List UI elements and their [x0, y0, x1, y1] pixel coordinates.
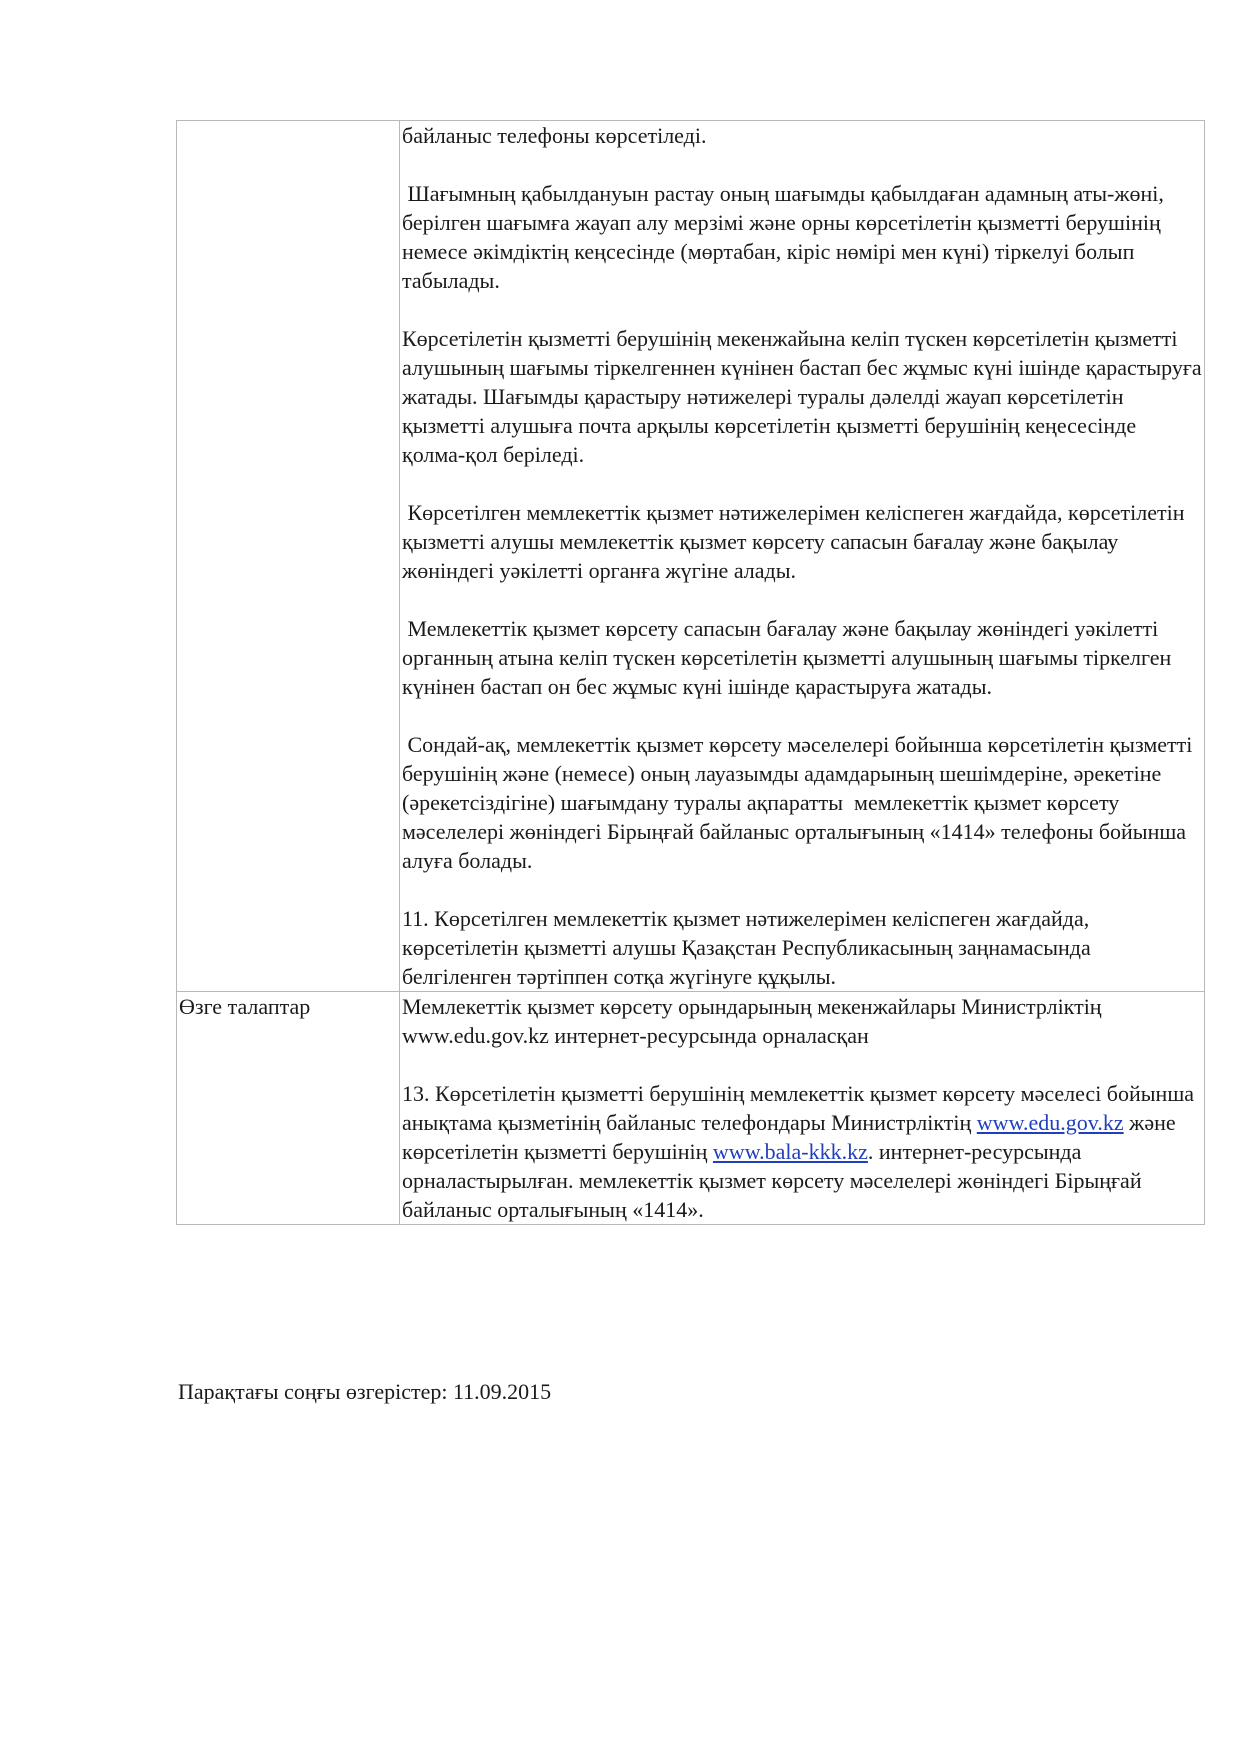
paragraph-reference-phones	[402, 1079, 1203, 1224]
paragraph-gap	[402, 875, 1203, 904]
table-row	[177, 121, 1205, 992]
paragraph-addresses: Мемлекеттік қызмет көрсету орындарының мекенжайлары Министрліктің www.edu.gov.kz интернет-ресурсында орналасқан	[402, 994, 1108, 1048]
row-label-other-requirements: Өзге талаптар	[177, 992, 400, 1225]
paragraph-court: 11. Көрсетілген мемлекеттік қызмет нәтижелерімен келіспеген жағдайда, көрсетілетін қызметті алушы Қазақстан Республикасының заңнамасында белгіленген тәртіппен сотқа жүгінуге құқылы.	[402, 906, 1097, 989]
paragraph-gap	[402, 150, 1203, 179]
paragraph-text-end: . интернет-ресурсында орналастырылған. мемлекеттік қызмет көрсету мәселелері жөніндегі Бірыңғай байланыс орталығының «1414».	[402, 1139, 1148, 1222]
last-changes-note: Парақтағы соңғы өзгерістер: 11.09.2015	[178, 1379, 552, 1404]
paragraph-fifteen-days: Мемлекеттік қызмет көрсету сапасын бағалау және бақылау жөніндегі уәкілетті органның атына келіп түскен көрсетілетін қызметті алушының шағымы тіркелген күнінен бастап он бес жұмыс күні ішінде қарастыруға жатады.	[402, 616, 1177, 699]
row-label-cell-empty	[177, 121, 400, 992]
row-content-cell	[400, 992, 1205, 1225]
bala-kkk-link[interactable]: www.bala-kkk.kz	[712, 1139, 868, 1164]
table-row	[177, 992, 1205, 1225]
paragraph-phone: байланыс телефоны көрсетіледі.	[402, 123, 707, 148]
paragraph-contact-center: Сондай-ақ, мемлекеттік қызмет көрсету мәселелері бойынша көрсетілетін қызметті берушінің және (немесе) оның лауазымды адамдарының шешімдеріне, әрекетіне (әрекетсіздігіне) шағымдану туралы ақпаратты мемлекеттік қызмет көрсету мәселелері жөніндегі Бірыңғай байланыс орталығының «1414» телефоны бойынша алуға болады.	[402, 732, 1198, 873]
paragraph-gap	[402, 701, 1203, 730]
paragraph-gap	[402, 1050, 1203, 1079]
paragraph-text-mid: және көрсетілетін қызметті берушінің	[402, 1110, 1182, 1164]
paragraph-complaint-review: Көрсетілетін қызметті берушінің мекенжайына келіп түскен көрсетілетін қызметті алушының шағымы тіркелгеннен күнінен бастап бес жұмыс күні ішінде қарастыруға жатады. Шағымды қарастыру нәтижелері туралы дәлелді жауап көрсетілетін қызметті алушыға почта арқылы көрсетілетін қызметті берушінің кеңесесінде қолма-қол беріледі.	[402, 326, 1208, 467]
paragraph-gap	[402, 585, 1203, 614]
edu-gov-link[interactable]: www.edu.gov.kz	[976, 1110, 1124, 1135]
paragraph-complaint-acceptance: Шағымның қабылдануын растау оның шағымды қабылдаған адамның аты-жөні, берілген шағымға жауап алу мерзімі және орны көрсетілетін қызметті берушінің немесе әкімдіктің кеңсесінде (мөртабан, кіріс нөмірі мен күні) тіркелуі болып табылады.	[402, 181, 1170, 293]
paragraph-authorized-body: Көрсетілген мемлекеттік қызмет нәтижелерімен келіспеген жағдайда, көрсетілетін қызметті алушы мемлекеттік қызмет көрсету сапасын бағалау және бақылау жөніндегі уәкілетті органға жүгіне алады.	[402, 500, 1191, 583]
paragraph-gap	[402, 469, 1203, 498]
requirements-table	[176, 120, 1208, 1225]
row-content-cell	[400, 121, 1208, 992]
paragraph-gap	[402, 295, 1203, 324]
paragraph-text-start: 13. Көрсетілетін қызметті берушінің мемлекеттік қызмет көрсету мәселесі бойынша анықтама қызметінің байланыс телефондары Министрліктің	[402, 1081, 1200, 1135]
